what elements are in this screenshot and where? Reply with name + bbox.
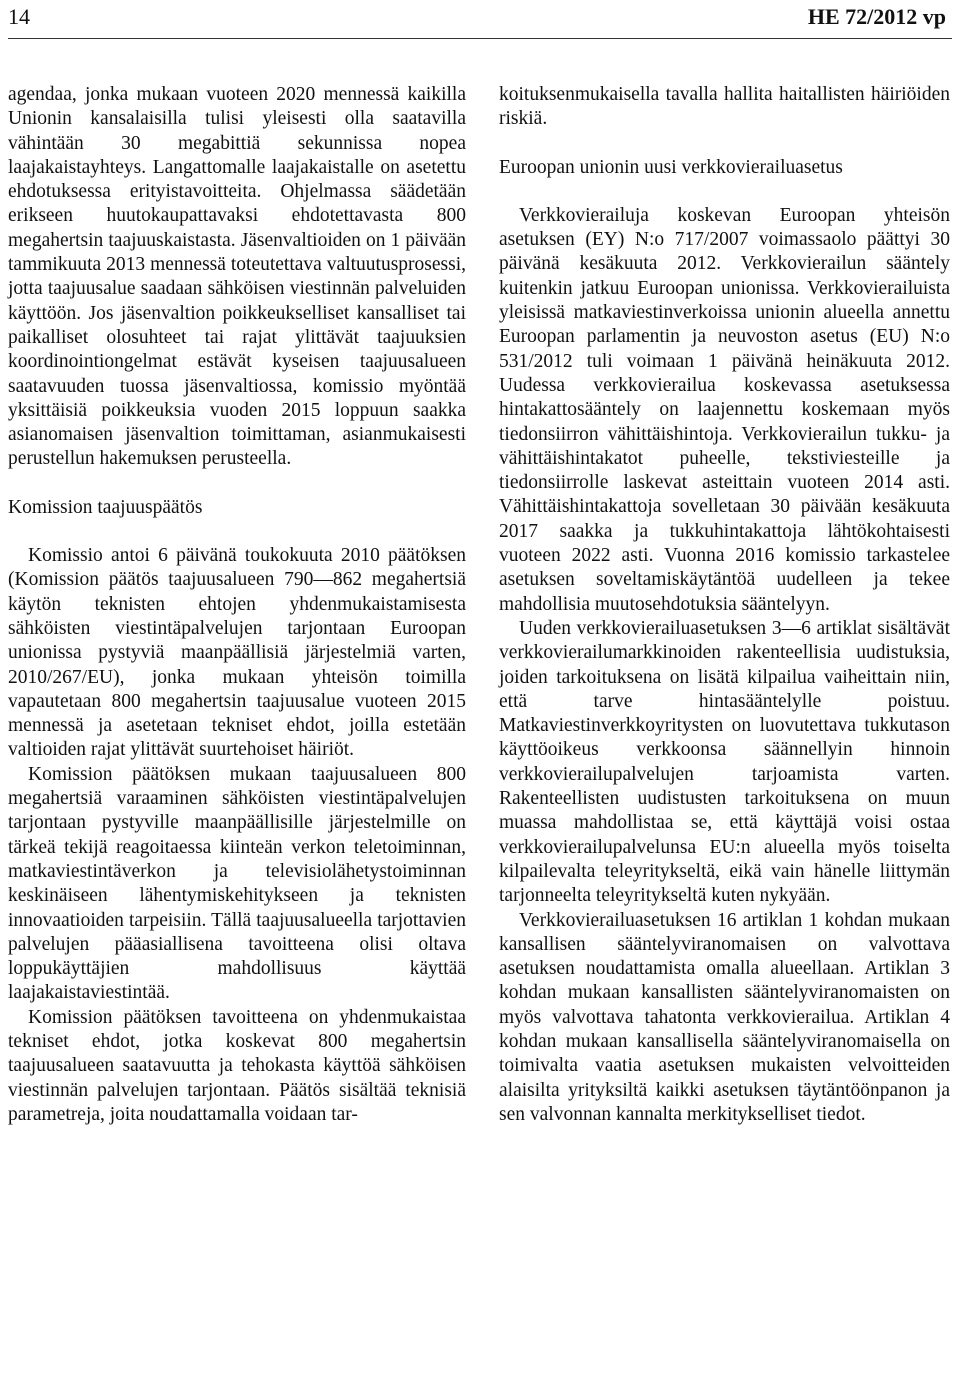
left-paragraph-1: agendaa, jonka mukaan vuoteen 2020 mennessä kaikilla Unionin kansalaisilla tulisi yleisesti olla saatavilla vähintään 30 megabittiä sekunnissa nopea laajakaistayhteys. Langattomalle laajakaistalle on asetettu ehdotuksessa erityistavoitteita. Ohjelmassa säädetään erikseen huutokaupattavaksi ehdotettavasta 800 megahertsin taajuuskaistasta. Jäsenvaltioiden on 1 päivään tammikuuta 2013 mennessä toteutettava valtuutusprosessi, jotta taajuusalue saadaan sähköisen viestinnän palveluiden käyttöön. Jos jäsenvaltion poikkeukselliset kansalliset tai paikalliset olosuhteet tai rajat ylittävät taajuuksien koordinointiongelmat estävät kyseisen taajuusalueen saatavuuden tuossa jäsenvaltiossa, komissio myöntää yksittäisiä poikkeuksia vuoden 2015 loppuun saakka asianomaisen jäsenvaltion toimittaman, asianmukaisesti perustellun hakemuksen perusteella.: [8, 84, 466, 470]
document-id: HE 72/2012 vp: [807, 4, 946, 29]
left-paragraph-2: Komissio antoi 6 päivänä toukokuuta 2010 päätöksen (Komission päätös taajuusalueen 790—862 megahertsiä käytön teknisten ehtojen yhdenmukaistamisesta sähköisten viestintäpalvelujen tarjontaan Euroopan unionissa pystyviä maanpäällisiä järjestelmiä varten, 2010/267/EU), jonka mukaan yhteisön toimilla vapautetaan 800 megahertsin taajuusalue vuoteen 2015 mennessä ja asetetaan tekniset ehdot, joilla estetään valtioiden rajat ylittävät suurtehoiset häiriöt.: [8, 545, 466, 761]
right-column: [499, 83, 950, 1127]
header-rule: [8, 38, 952, 39]
page-number: 14: [8, 4, 30, 29]
right-paragraph-1: koituksenmukaisella tavalla hallita haitallisten häiriöiden riskiä.: [499, 84, 950, 130]
right-paragraph-4: Verkkovierailuasetuksen 16 artiklan 1 kohdan mukaan kansallisen sääntelyviranomaisen on valvottava asetuksen noudattamista omalla alueellaan. Artiklan 3 kohdan mukaan kansallisten sääntelyviranomaisten on myös valvottava tahatonta verkkovierailua. Artiklan 4 kohdan mukaan kansallisella sääntelyviranomaisella on toimivalta vaatia asetuksen mukaisten velvoitteiden alaisilta yrityksiltä kaikki asetuksen täytäntöönpanon ja sen valvonnan kannalta merkitykselliset tiedot.: [499, 909, 950, 1125]
left-column: [8, 83, 466, 1127]
left-paragraph-3: Komission päätöksen mukaan taajuusalueen 800 megahertsiä varaaminen sähköisten viestintäpalvelujen tarjontaan pystyville maanpäällisille järjestelmille on tärkeä tekijä reagoitaessa kiinteän verkon teletoiminnan, matkaviestintäverkon ja televisiolähetystoiminnan keskinäiseen lähentymiskehitykseen ja teknisten innovaatioiden tarpeisiin. Tällä taajuusalueella tarjottavien palvelujen pääasiallisena tavoitteena olisi oltava loppukäyttäjien mahdollisuus käyttää laajakaistaviestintää.: [8, 763, 466, 1004]
right-section-heading: Euroopan unionin uusi verkkovierailuasetus: [499, 156, 843, 178]
right-paragraph-3: Uuden verkkovierailuasetuksen 3—6 artiklat sisältävät verkkovierailumarkkinoiden rakenteellisia uudistuksia, joiden tarkoituksena on lisätä kilpailua vaiheittain niin, että tarve hintasääntelylle poistuu. Matkaviestinverkkoyritysten on luovutettava tukkutason käyttöoikeus verkkoonsa säännellyin hinnoin verkkovierailupalvelujen tarjoamista varten. Rakenteellisten uudistusten tarkoituksena on muun muassa mahdollistaa se, että käyttäjä voisi ostaa verkkovierailupalvelunsa EU:n alueella myös toiselta kilpailevalta teleyritykseltä, eikä vain hänelle liittymän tarjonneelta teleyritykseltä kuten nykyään.: [499, 617, 950, 907]
left-paragraph-4: Komission päätöksen tavoitteena on yhdenmukaistaa tekniset ehdot, jotka koskevat 800 megahertsin taajuusalueen saatavuutta ja tehokasta käyttöä sähköisen viestinnän palvelujen tarjontaan. Päätös sisältää teknisiä parametreja, joita noudattamalla voidaan tar-: [8, 1006, 466, 1125]
page-header: [8, 2, 952, 36]
right-paragraph-2: Verkkovierailuja koskevan Euroopan yhteisön asetuksen (EY) N:o 717/2007 voimassaolo päättyi 30 päivänä kesäkuuta 2012. Verkkovierailun sääntely kuitenkin jatkuu Euroopan unionissa. Verkkovierailuista yleisissä matkaviestinverkoissa unionin alueella annettu Euroopan parlamentin ja neuvoston asetus (EU) N:o 531/2012 tuli voimaan 1 päivänä heinäkuuta 2012. Uudessa verkkovierailua koskevassa asetuksessa hintakattosääntely on laajennettu koskemaan myös tiedonsiirron vähittäishintoja. Verkkovierailun tukku- ja vähittäishintakatot puheelle, tekstiviesteille ja tiedonsiirrolle laskevat asteittain vuoteen 2014 asti. Vähittäishintakattoja sovelletaan 30 päivään kesäkuuta 2017 saakka ja tukkuhintakattoja lähtökohtaisesti vuoteen 2022 asti. Vuonna 2016 komissio tarkastelee asetuksen soveltamiskäytäntöä uudelleen ja tekee mahdollisia muutosehdotuksia sääntelyyn.: [499, 204, 950, 615]
left-section-heading: Komission taajuuspäätös: [8, 496, 203, 518]
